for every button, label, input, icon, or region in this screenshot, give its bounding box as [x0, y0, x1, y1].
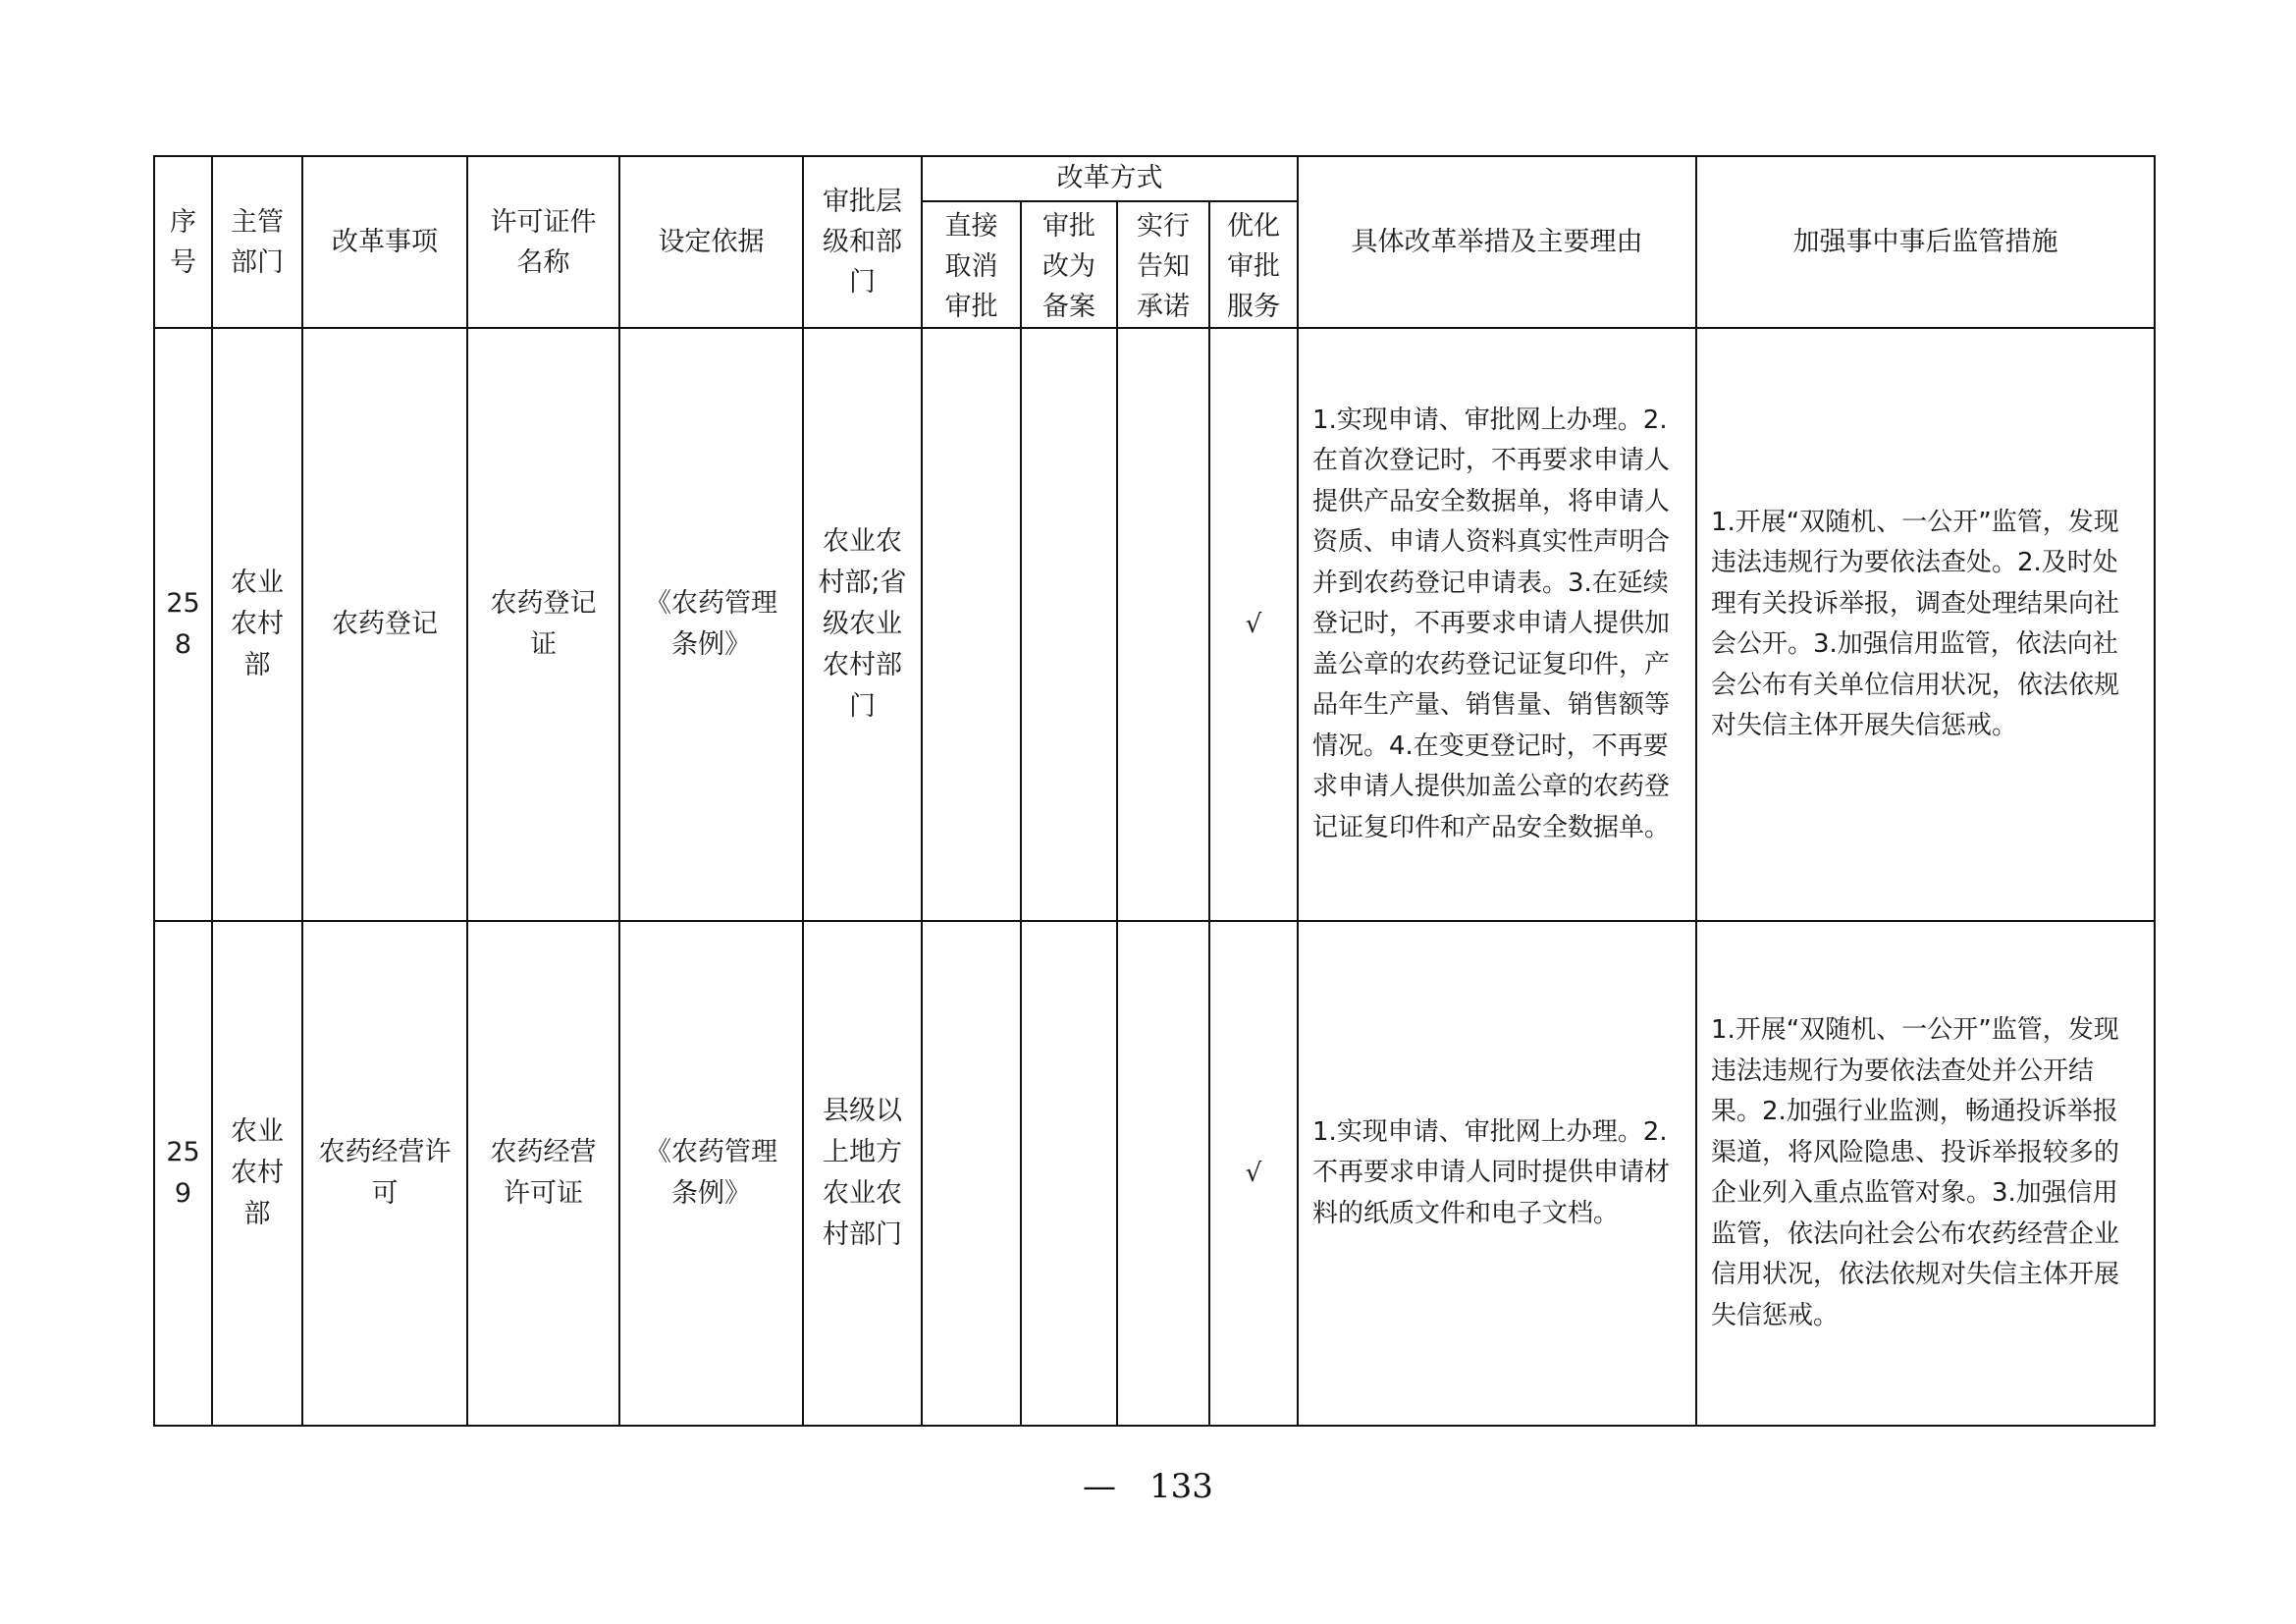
header-method-promise: 实行告知承诺	[1117, 201, 1209, 328]
page-footer	[0, 1467, 2296, 1506]
row-level: 农业农村部;省级农业农村部门	[803, 328, 922, 921]
row-method-optimize: √	[1209, 328, 1298, 921]
row-measures: 1.实现申请、审批网上办理。2.不再要求申请人同时提供申请材料的纸质文件和电子文档。	[1298, 921, 1696, 1426]
row-method-cancel	[922, 921, 1021, 1426]
row-supervision: 1.开展“双随机、一公开”监管，发现违法违规行为要依法查处并公开结果。2.加强行业监测，畅通投诉举报渠道，将风险隐患、投诉举报较多的企业列入重点监管对象。3.加强信用监管，依法向社会公布农药经营企业信用状况，依法依规对失信主体开展失信惩戒。	[1696, 921, 2155, 1426]
row-item: 农药登记	[302, 328, 467, 921]
header-dept: 主管部门	[212, 156, 302, 328]
header-seq: 序号	[154, 156, 212, 328]
row-method-cancel	[922, 328, 1021, 921]
row-level: 县级以上地方农业农村部门	[803, 921, 922, 1426]
header-method-record: 审批改为备案	[1021, 201, 1117, 328]
header-methods-group: 改革方式	[922, 156, 1298, 201]
reform-table	[153, 155, 2156, 1427]
row-method-record	[1021, 328, 1117, 921]
page-number: 133	[1149, 1467, 1213, 1506]
row-measures: 1.实现申请、审批网上办理。2.在首次登记时，不再要求申请人提供产品安全数据单，将申请人资质、申请人资料真实性声明合并到农药登记申请表。3.在延续登记时，不再要求申请人提供加盖公章的农药登记证复印件，产品年生产量、销售量、销售额等情况。4.在变更登记时，不再要求申请人提供加盖公章的农药登记证复印件和产品安全数据单。	[1298, 328, 1696, 921]
header-level: 审批层级和部门	[803, 156, 922, 328]
header-license: 许可证件名称	[467, 156, 619, 328]
row-item: 农药经营许可	[302, 921, 467, 1426]
header-method-cancel: 直接取消审批	[922, 201, 1021, 328]
header-row-top	[154, 156, 2155, 201]
header-method-optimize: 优化审批服务	[1209, 201, 1298, 328]
table-row	[154, 328, 2155, 921]
table-body	[154, 328, 2155, 1426]
row-method-record	[1021, 921, 1117, 1426]
header-basis: 设定依据	[619, 156, 803, 328]
row-supervision: 1.开展“双随机、一公开”监管，发现违法违规行为要依法查处。2.及时处理有关投诉举报，调查处理结果向社会公开。3.加强信用监管，依法向社会公布有关单位信用状况，依法依规对失信主体开展失信惩戒。	[1696, 328, 2155, 921]
row-basis: 《农药管理条例》	[619, 921, 803, 1426]
row-seq: 259	[154, 921, 212, 1426]
header-supervision: 加强事中事后监管措施	[1696, 156, 2155, 328]
row-basis: 《农药管理条例》	[619, 328, 803, 921]
table-row	[154, 921, 2155, 1426]
row-method-optimize: √	[1209, 921, 1298, 1426]
row-method-promise	[1117, 328, 1209, 921]
table-header	[154, 156, 2155, 328]
header-measures: 具体改革举措及主要理由	[1298, 156, 1696, 328]
row-license: 农药经营许可证	[467, 921, 619, 1426]
row-dept: 农业农村部	[212, 921, 302, 1426]
row-license: 农药登记证	[467, 328, 619, 921]
header-item: 改革事项	[302, 156, 467, 328]
footer-dash: —	[1083, 1467, 1117, 1506]
row-dept: 农业农村部	[212, 328, 302, 921]
row-seq: 258	[154, 328, 212, 921]
row-method-promise	[1117, 921, 1209, 1426]
